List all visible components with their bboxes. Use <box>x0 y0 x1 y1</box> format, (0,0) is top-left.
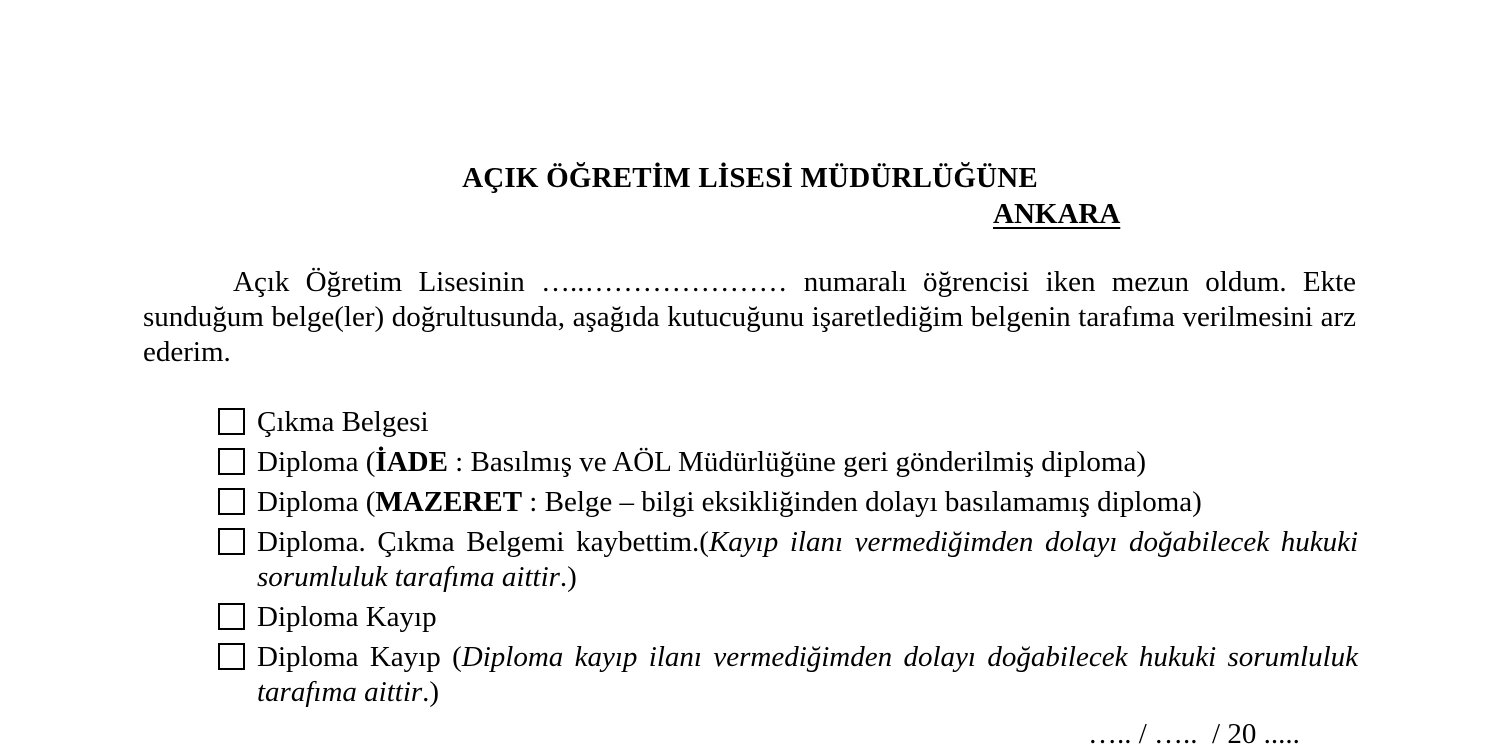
option-label-post: : Belge – bilgi eksikliğinden dolayı basılamamış diploma) <box>522 486 1202 518</box>
addressee-city: ANKARA <box>993 198 1121 230</box>
option-label-pre: Diploma Kayıp ( <box>257 641 462 673</box>
checkbox-icon[interactable] <box>218 408 245 435</box>
document-options-list <box>218 405 1358 715</box>
option-diploma-iade <box>218 445 1358 480</box>
option-diploma-mazeret <box>218 485 1358 520</box>
petition-intro-paragraph: Açık Öğretim Lisesinin …..………………… numaralı öğrencisi iken mezun oldum. Ekte sunduğum belge(ler) doğrultusunda, aşağıda kutucuğunu işaretlediğim belgenin tarafıma verilmesini arz ederim. <box>143 266 1356 368</box>
option-diploma-kayip-ilan <box>218 640 1358 710</box>
checkbox-icon[interactable] <box>218 643 245 670</box>
option-label-pre: Diploma. Çıkma Belgemi kaybettim.( <box>257 526 709 558</box>
option-label-pre: Diploma ( <box>257 486 376 518</box>
option-label-pre: Diploma ( <box>257 446 376 478</box>
option-label-post: : Basılmış ve AÖL Müdürlüğüne geri gönderilmiş diploma) <box>447 446 1146 478</box>
addressee-title: AÇIK ÖĞRETİM LİSESİ MÜDÜRLÜĞÜNE <box>462 162 1038 194</box>
option-diploma-kayip <box>218 600 1358 635</box>
option-label: Diploma Kayıp <box>257 601 437 633</box>
option-label-post: .) <box>422 676 440 708</box>
checkbox-icon[interactable] <box>218 488 245 515</box>
checkbox-icon[interactable] <box>218 603 245 630</box>
option-label: Çıkma Belgesi <box>257 406 429 438</box>
option-label-bold: İADE <box>375 446 448 478</box>
option-label-italic: Kayıp ilanı vermediğimden dolayı doğabilecek hukuki sorumluluk tarafıma aittir <box>257 526 1358 593</box>
option-cikma-belgesi <box>218 405 1358 440</box>
checkbox-icon[interactable] <box>218 528 245 555</box>
checkbox-icon[interactable] <box>218 448 245 475</box>
option-cikma-belgesi-kayip <box>218 525 1358 595</box>
option-label-bold: MAZERET <box>375 486 523 518</box>
option-label-italic: Diploma kayıp ilanı vermediğimden dolayı doğabilecek hukuki sorumluluk tarafıma aittir <box>257 641 1358 708</box>
option-label-post: .) <box>559 561 577 593</box>
date-field: ….. / ….. / 20 ..... <box>1088 718 1300 750</box>
